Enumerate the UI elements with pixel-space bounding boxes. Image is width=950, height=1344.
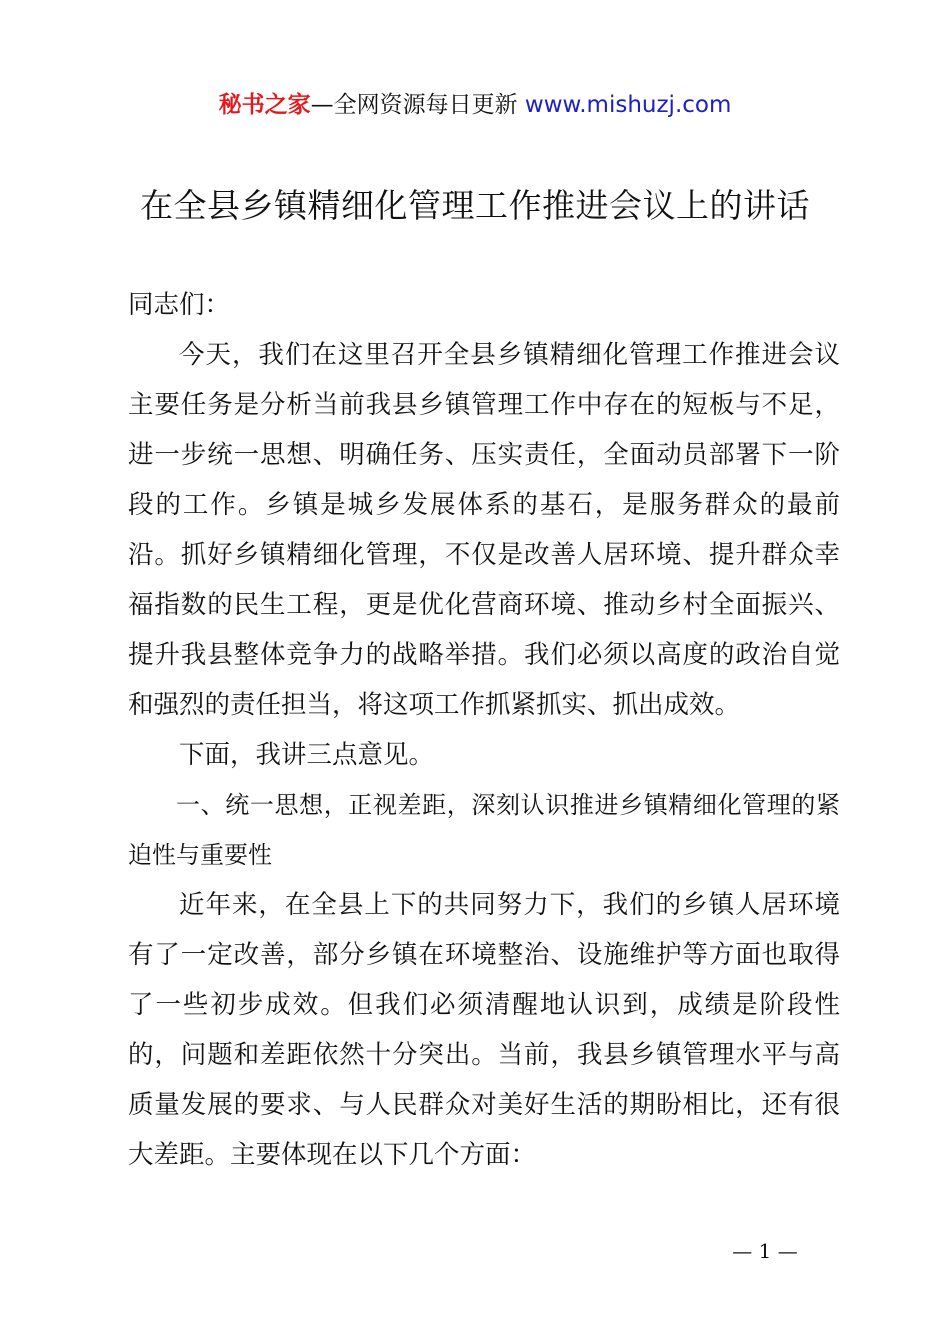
section-paragraph: 近年来，在全县上下的共同努力下，我们的乡镇人居环境有了一定改善，部分乡镇在环境整治、设施维护等方面也取得了一些初步成效。但我们必须清醒地认识到，成绩是阶段性的，问题和差距依然十分突出。当前，我县乡镇管理水平与高质量发展的要求、与人民群众对美好生活的期盼相比，还有很大差距。主要体现在以下几个方面：: [128, 890, 840, 1170]
intro-paragraph: 今天，我们在这里召开全县乡镇精细化管理工作推进会议主要任务是分析当前我县乡镇管理工作中存在的短板与不足，进一步统一思想、明确任务、压实责任，全面动员部署下一阶段的工作。乡镇是城乡发展体系的基石，是服务群众的最前沿。抓好乡镇精细化管理，不仅是改善人居环境、提升群众幸福指数的民生工程，更是优化营商环境、推动乡村全面振兴、提升我县整体竞争力的战略举措。我们必须以高度的政治自觉和强烈的责任担当，将这项工作抓紧抓实、抓出成效。: [128, 340, 840, 720]
document-title: 在全县乡镇精细化管理工作推进会议上的讲话: [140, 186, 810, 225]
site-brand: 秘书之家: [218, 92, 311, 118]
site-url-link[interactable]: www.mishuzj.com: [524, 92, 732, 118]
transition-paragraph: 下面，我讲三点意见。: [179, 740, 435, 770]
site-slogan: —全网资源每日更新: [310, 92, 518, 118]
salutation: 同志们：: [128, 290, 231, 320]
document-body: [128, 280, 840, 1180]
page-number: — 1 —: [732, 1239, 798, 1263]
site-header: [0, 88, 950, 122]
section-heading: 一、统一思想，正视差距，深刻认识推进乡镇精细化管理的紧迫性与重要性: [128, 791, 840, 869]
